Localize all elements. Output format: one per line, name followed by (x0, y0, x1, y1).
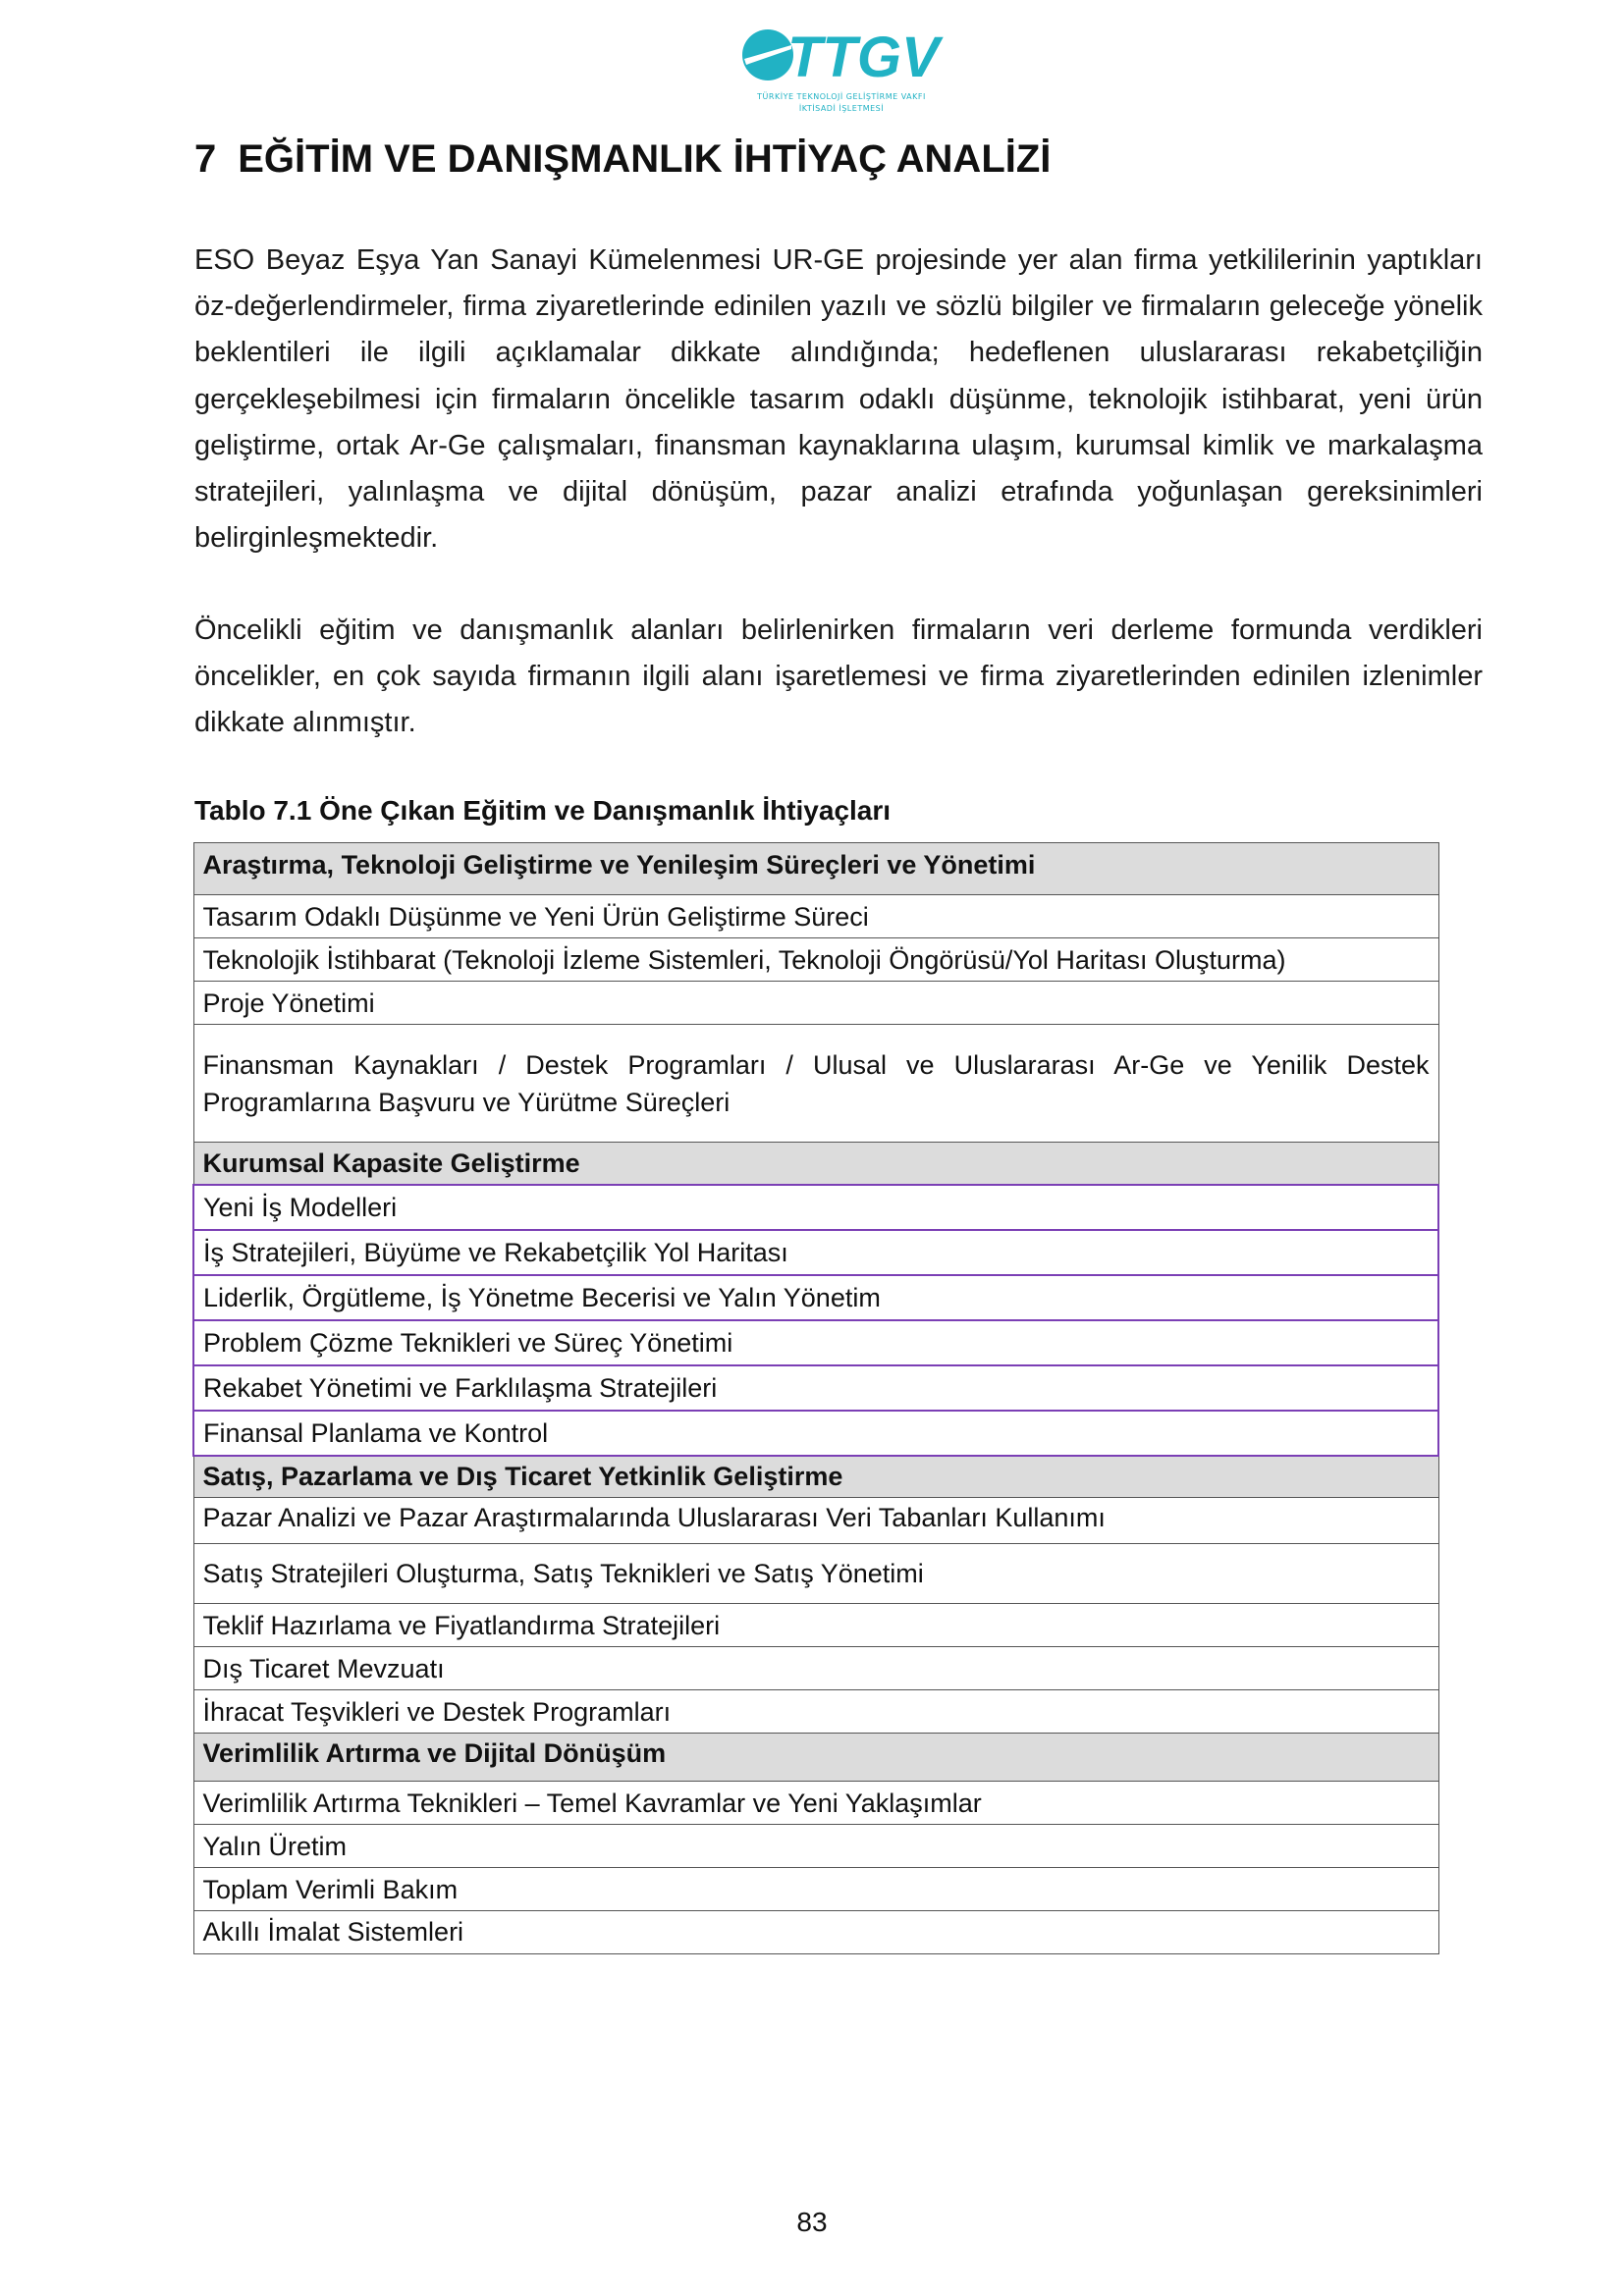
category-corporate: Kurumsal Kapasite Geliştirme (193, 1143, 1438, 1185)
table-cell: Dış Ticaret Mevzuatı (193, 1647, 1438, 1690)
table-cell: Pazar Analizi ve Pazar Araştırmalarında Uluslararası Veri Tabanları Kullanımı (193, 1498, 1438, 1544)
table-row (193, 938, 1438, 982)
logo-wordmark: TTGV (787, 26, 940, 89)
table-cell: Akıllı İmalat Sistemleri (193, 1911, 1438, 1954)
table-cell: Yalın Üretim (193, 1825, 1438, 1868)
paragraph-priorities: Öncelikli eğitim ve danışmanlık alanları belirlenirken firmaların veri derleme formunda verdikleri öncelikler, en çok sayıda firmanın ilgili alanı işaretlemesi ve firma ziyaretlerinden edinilen izlenimler dikkate alınmıştır. (194, 614, 1483, 739)
section-heading (194, 137, 1051, 182)
table-cell: Verimlilik Artırma Teknikleri – Temel Kavramlar ve Yeni Yaklaşımlar (193, 1782, 1438, 1825)
section-title: EĞİTİM VE DANIŞMANLIK İHTİYAÇ ANALİZİ (238, 137, 1052, 181)
table-cell: Toplam Verimli Bakım (193, 1868, 1438, 1911)
table-row (193, 1498, 1438, 1544)
table-row (193, 1230, 1438, 1275)
table-row (193, 982, 1438, 1025)
category-productivity: Verimlilik Artırma ve Dijital Dönüşüm (193, 1734, 1438, 1782)
table-row (193, 1365, 1438, 1411)
table-cell: İş Stratejileri, Büyüme ve Rekabetçilik Yol Haritası (193, 1230, 1438, 1275)
table-cell: Yeni İş Modelleri (193, 1185, 1438, 1230)
table-category-row (193, 843, 1438, 895)
table-row (193, 1782, 1438, 1825)
table-row (193, 1544, 1438, 1604)
category-research: Araştırma, Teknoloji Geliştirme ve Yenileşim Süreçleri ve Yönetimi (193, 843, 1438, 895)
table-cell: Problem Çözme Teknikleri ve Süreç Yönetimi (193, 1320, 1438, 1365)
table-row (193, 1025, 1438, 1143)
logo-graphic (738, 20, 945, 90)
table-category-row (193, 1456, 1438, 1498)
table-row (193, 1411, 1438, 1456)
paragraph-intro: ESO Beyaz Eşya Yan Sanayi Kümelenmesi UR-GE projesinde yer alan firma yetkililerinin yaptıkları öz-değerlendirmeler, firma ziyaretlerinde edinilen yazılı ve sözlü bilgiler ve firmaların geleceğe yönelik beklentileri ile ilgili açıklamalar dikkate alındığında; hedeflenen uluslararası rekabetçiliğin gerçekleşebilmesi için firmaların öncelikle tasarım odaklı düşünme, teknolojik istihbarat, yeni ürün geliştirme, ortak Ar-Ge çalışmaları, finansman kaynaklarına ulaşım, kurumsal kimlik ve markalaşma stratejileri, yalınlaşma ve dijital dönüşüm, pazar analizi etrafında yoğunlaşan gereksinimleri belirginleşmektedir. (194, 244, 1483, 555)
table-row (193, 1690, 1438, 1734)
table-cell: Teklif Hazırlama ve Fiyatlandırma Stratejileri (193, 1604, 1438, 1647)
needs-table (192, 842, 1439, 1954)
table-cell: Teknolojik İstihbarat (Teknoloji İzleme Sistemleri, Teknoloji Öngörüsü/Yol Haritası Oluşturma) (193, 938, 1438, 982)
table-row (193, 1604, 1438, 1647)
ttgv-logo (738, 20, 945, 118)
table-cell: İhracat Teşvikleri ve Destek Programları (193, 1690, 1438, 1734)
table-row (193, 1185, 1438, 1230)
table-cell: Satış Stratejileri Oluşturma, Satış Teknikleri ve Satış Yönetimi (193, 1544, 1438, 1604)
table-category-row (193, 1143, 1438, 1185)
logo-subtitle-line2: İKTİSADİ İŞLETMESİ (798, 104, 885, 113)
table-row (193, 1911, 1438, 1954)
table-category-row (193, 1734, 1438, 1782)
page-number: 83 (796, 2207, 828, 2237)
table-cell: Tasarım Odaklı Düşünme ve Yeni Ürün Geliştirme Süreci (193, 895, 1438, 938)
table-row (193, 1320, 1438, 1365)
table-cell: Finansman Kaynakları / Destek Programları / Ulusal ve Uluslararası Ar-Ge ve Yenilik Destek Programlarına Başvuru ve Yürütme Süreçleri (193, 1025, 1438, 1143)
table-row (193, 1275, 1438, 1320)
table-row (193, 1868, 1438, 1911)
table-cell: Rekabet Yönetimi ve Farklılaşma Stratejileri (193, 1365, 1438, 1411)
table-cell: Proje Yönetimi (193, 982, 1438, 1025)
table-row (193, 1825, 1438, 1868)
category-sales: Satış, Pazarlama ve Dış Ticaret Yetkinlik Geliştirme (193, 1456, 1438, 1498)
table-row (193, 1647, 1438, 1690)
logo-subtitle-line1: TÜRKİYE TEKNOLOJİ GELİŞTİRME VAKFI (757, 92, 926, 101)
section-number: 7 (194, 137, 217, 181)
table-cell: Liderlik, Örgütleme, İş Yönetme Becerisi ve Yalın Yönetim (193, 1275, 1438, 1320)
table-cell: Finansal Planlama ve Kontrol (193, 1411, 1438, 1456)
table-row (193, 895, 1438, 938)
table-caption: Tablo 7.1 Öne Çıkan Eğitim ve Danışmanlık İhtiyaçları (194, 795, 892, 826)
